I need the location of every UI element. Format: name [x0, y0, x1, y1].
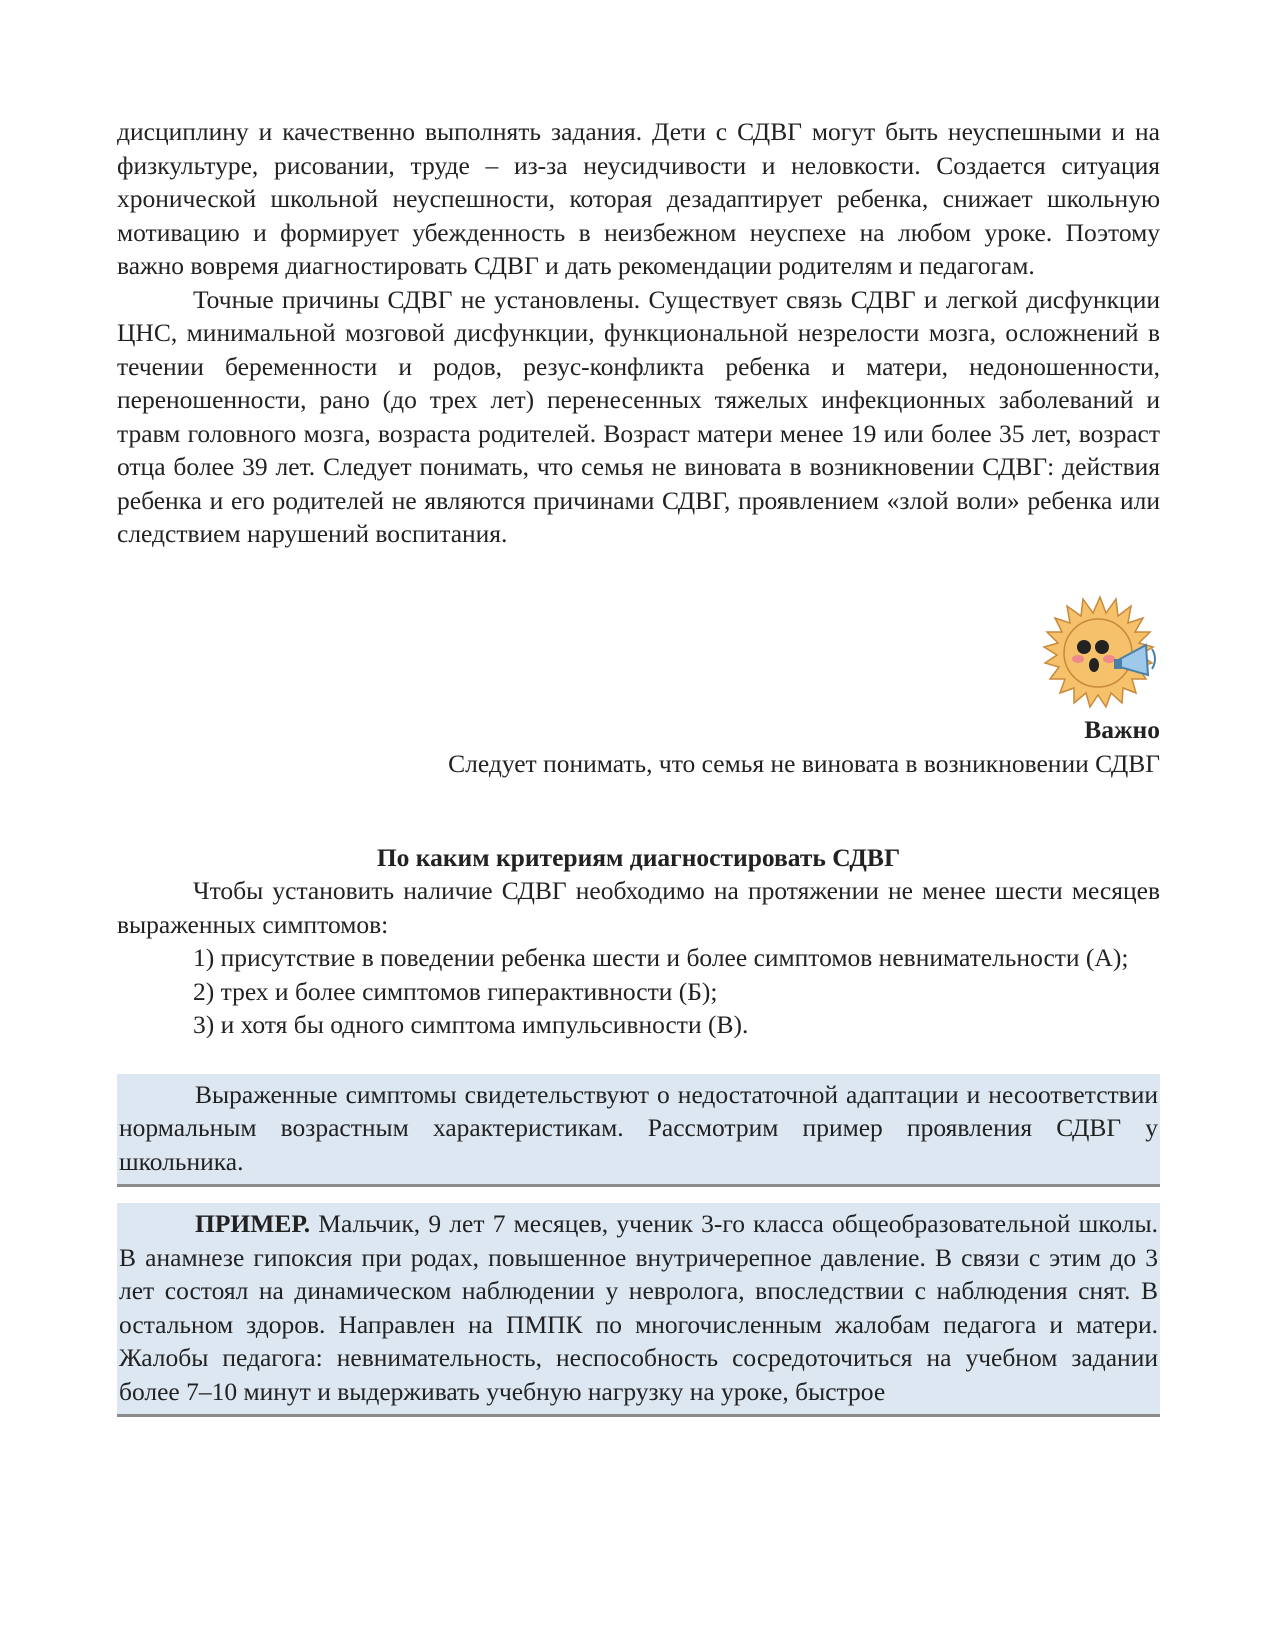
- document-page: [117, 113, 1160, 1417]
- criteria-item-1: 1) присутствие в поведении ребенка шести и более симптомов невнимательности (А);: [193, 943, 1129, 972]
- section-title: По каким критериям диагностировать СДВГ: [376, 842, 901, 872]
- paragraph-causes: Точные причины СДВГ не установлены. Существует связь СДВГ и легкой дисфункции ЦНС, минимальной мозговой дисфункции, функциональной незрелости мозга, осложнений в течении беременности и родов, резус-конфликта ребенка и матери, недоношенности, переношенности, рано (до трех лет) перенесенных тяжелых инфекционных заболеваний и травм головного мозга, возраста родителей. Возраст матери менее 19 или более 35 лет, возраст отца более 39 лет. Следует понимать, что семья не виновата в возникновении СДВГ: действия ребенка и его родителей не являются причинами СДВГ, проявлением «злой воли» ребенка или следствием нарушений воспитания.: [117, 284, 1160, 548]
- criteria-item-3: 3) и хотя бы одного симптома импульсивности (В).: [193, 1010, 749, 1039]
- callout-box: [117, 1074, 1160, 1188]
- criteria-item-2: 2) трех и более симптомов гиперактивности (Б);: [193, 976, 718, 1006]
- example-box: [117, 1203, 1160, 1417]
- sun-mascot-with-megaphone-icon: [1036, 589, 1164, 717]
- paragraph-discipline: дисциплину и качественно выполнять задания. Дети с СДВГ могут быть неуспешными и на физкультуре, рисовании, труде – из-за неусидчивости и неловкости. Создается ситуация хронической школьной неуспешности, которая дезадаптирует ребенка, снижает школьную мотивацию и формирует убежденность в неизбежном неуспехе на любом уроке. Поэтому важно вовремя диагностировать СДВГ и дать рекомендации родителям и педагогам.: [117, 117, 1160, 280]
- note-title: Важно: [1084, 714, 1160, 744]
- note-text: Следует понимать, что семья не виновата в возникновении СДВГ: [448, 748, 1160, 778]
- example-text: [119, 1207, 1158, 1408]
- example-body: Мальчик, 9 лет 7 месяцев, ученик 3-го класса общеобразовательной школы. В анамнезе гипоксия при родах, повышенное внутричерепное давление. В связи с этим до 3 лет состоял на динамическом наблюдении у невролога, впоследствии с наблюдения снят. В остальном здоров. Направлен на ПМПК по многочисленным жалобам педагога и матери. Жалобы педагога: невнимательность, неспособность сосредоточиться на учебном задании более 7–10 минут и выдерживать учебную нагрузку на уроке, быстрое: [119, 1209, 1158, 1406]
- criteria-intro: Чтобы установить наличие СДВГ необходимо на протяжении не менее шести месяцев выраженных симптомов:: [117, 876, 1160, 939]
- important-note: [117, 589, 1160, 829]
- callout-text: Выраженные симптомы свидетельствуют о недостаточной адаптации и несоответствии нормальным возрастным характеристикам. Рассмотрим пример проявления СДВГ у школьника.: [119, 1079, 1158, 1176]
- example-label: ПРИМЕР.: [195, 1209, 311, 1238]
